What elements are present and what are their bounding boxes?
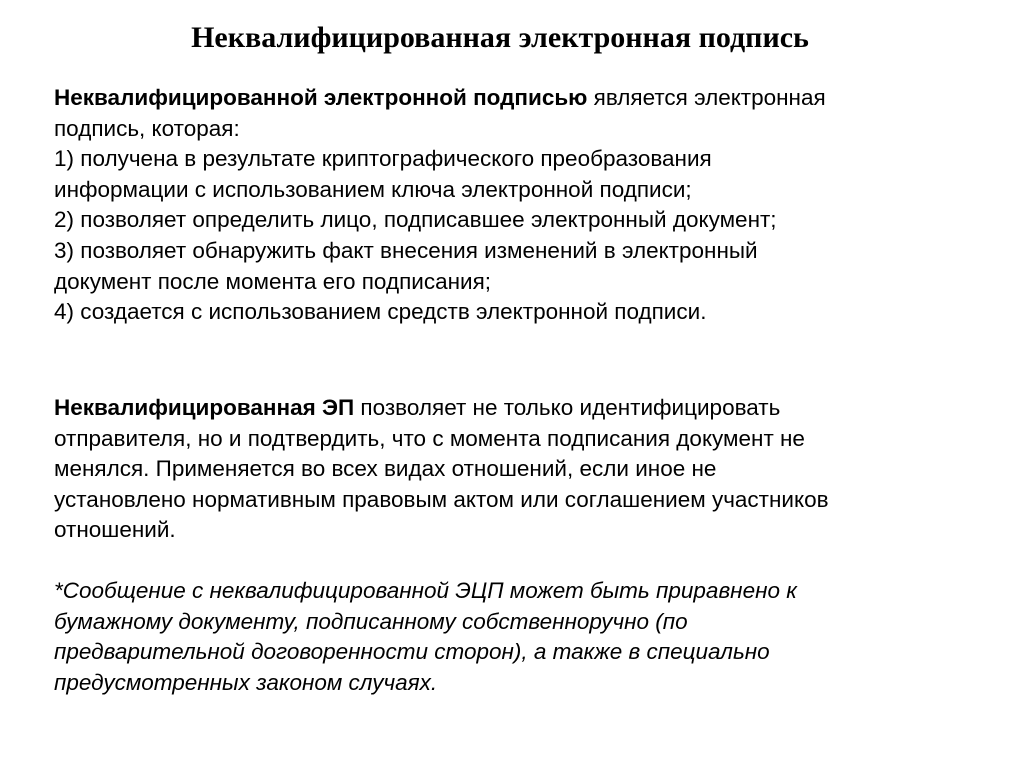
description-block	[54, 393, 974, 546]
note-line: *Сообщение с неквалифицированной ЭЦП может быть приравнено к	[54, 578, 797, 603]
definition-term: Неквалифицированной электронной подписью	[54, 85, 588, 110]
description-line: установлено нормативным правовым актом или соглашением участников	[54, 486, 829, 512]
definition-intro-rest: является электронная	[587, 85, 826, 110]
definition-item-line: 1) получена в результате криптографического преобразования	[54, 146, 712, 172]
note-line: предварительной договоренности сторон), а также в специально	[54, 639, 770, 665]
definition-item-line: информации с использованием ключа электронной подписи;	[54, 176, 692, 202]
definition-intro-line	[54, 83, 974, 114]
note-line: бумажному документу, подписанному собственноручно (по	[54, 608, 688, 634]
definition-intro-line-2: подпись, которая:	[54, 115, 240, 141]
description-line: отправителя, но и подтвердить, что с момента подписания документ не	[54, 425, 805, 451]
definition-item-line: документ после момента его подписания;	[54, 268, 492, 294]
definition-item-line: 4) создается с использованием средств электронной подписи.	[54, 299, 707, 325]
note-line: предусмотренных законом случаях.	[54, 669, 438, 695]
description-first-rest: позволяет не только идентифицировать	[354, 395, 781, 420]
description-line: менялся. Применяется во всех видах отношений, если иное не	[54, 456, 717, 482]
definition-item-line: 3) позволяет обнаружить факт внесения изменений в электронный	[54, 237, 758, 263]
description-line: отношений.	[54, 517, 176, 543]
definition-block	[54, 83, 974, 328]
note-block	[54, 576, 974, 698]
definition-item-line: 2) позволяет определить лицо, подписавшее электронный документ;	[54, 207, 777, 233]
description-term: Неквалифицированная ЭП	[54, 395, 355, 420]
slide-title: Неквалифицированная электронная подпись	[191, 21, 809, 54]
description-first-line	[54, 393, 974, 424]
